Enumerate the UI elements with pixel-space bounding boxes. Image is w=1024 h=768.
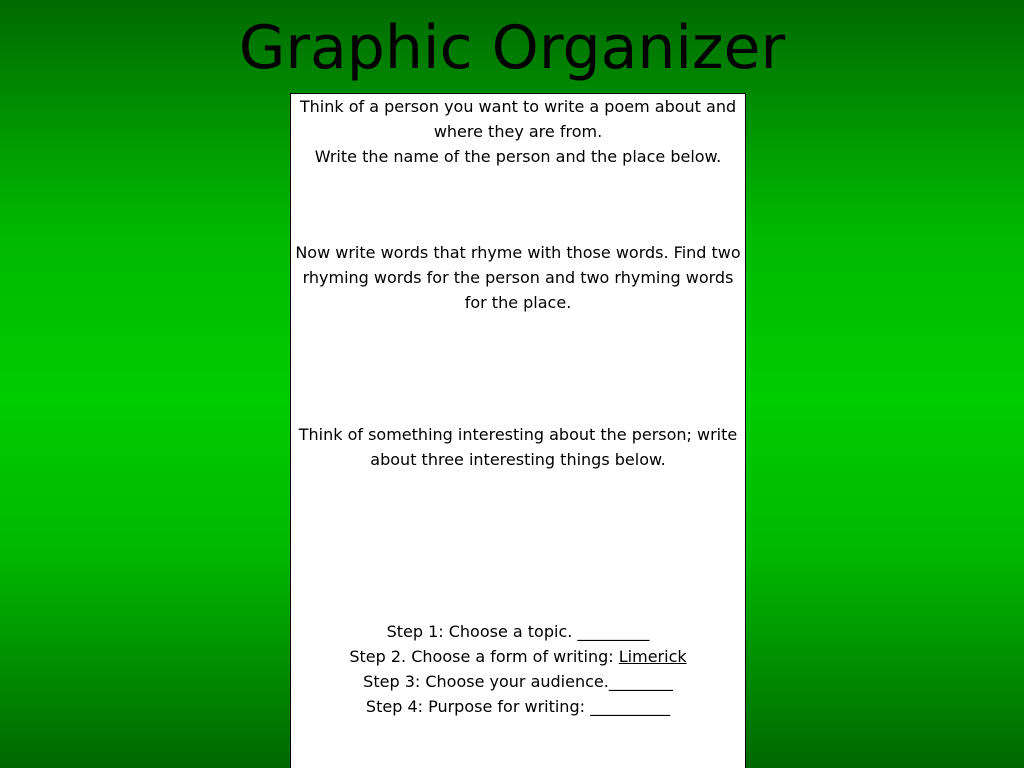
prompt-line: for the place. bbox=[464, 293, 572, 312]
prompt-rhyming-words bbox=[291, 240, 745, 315]
writing-steps bbox=[291, 619, 745, 719]
prompt-line: rhyming words for the person and two rhyming words bbox=[302, 268, 734, 287]
prompt-person-place bbox=[291, 94, 745, 169]
step-4: Step 4: Purpose for writing: __________ bbox=[365, 697, 671, 716]
step-2 bbox=[291, 644, 745, 669]
organizer-box bbox=[290, 93, 746, 768]
prompt-line: about three interesting things below. bbox=[370, 450, 666, 469]
prompt-line: Now write words that rhyme with those words. Find two bbox=[295, 243, 741, 262]
page-title: Graphic Organizer bbox=[238, 13, 786, 83]
step-3: Step 3: Choose your audience.________ bbox=[363, 672, 673, 691]
step-2-label: Step 2. Choose a form of writing: bbox=[349, 647, 619, 666]
prompt-interesting-things bbox=[291, 422, 745, 472]
limerick-link[interactable]: Limerick bbox=[618, 647, 687, 666]
prompt-line: Think of a person you want to write a poem about and bbox=[299, 97, 737, 116]
step-1: Step 1: Choose a topic. _________ bbox=[386, 622, 650, 641]
prompt-line: Think of something interesting about the person; write bbox=[298, 425, 738, 444]
prompt-line: Write the name of the person and the place below. bbox=[314, 147, 722, 166]
prompt-line: where they are from. bbox=[433, 122, 603, 141]
